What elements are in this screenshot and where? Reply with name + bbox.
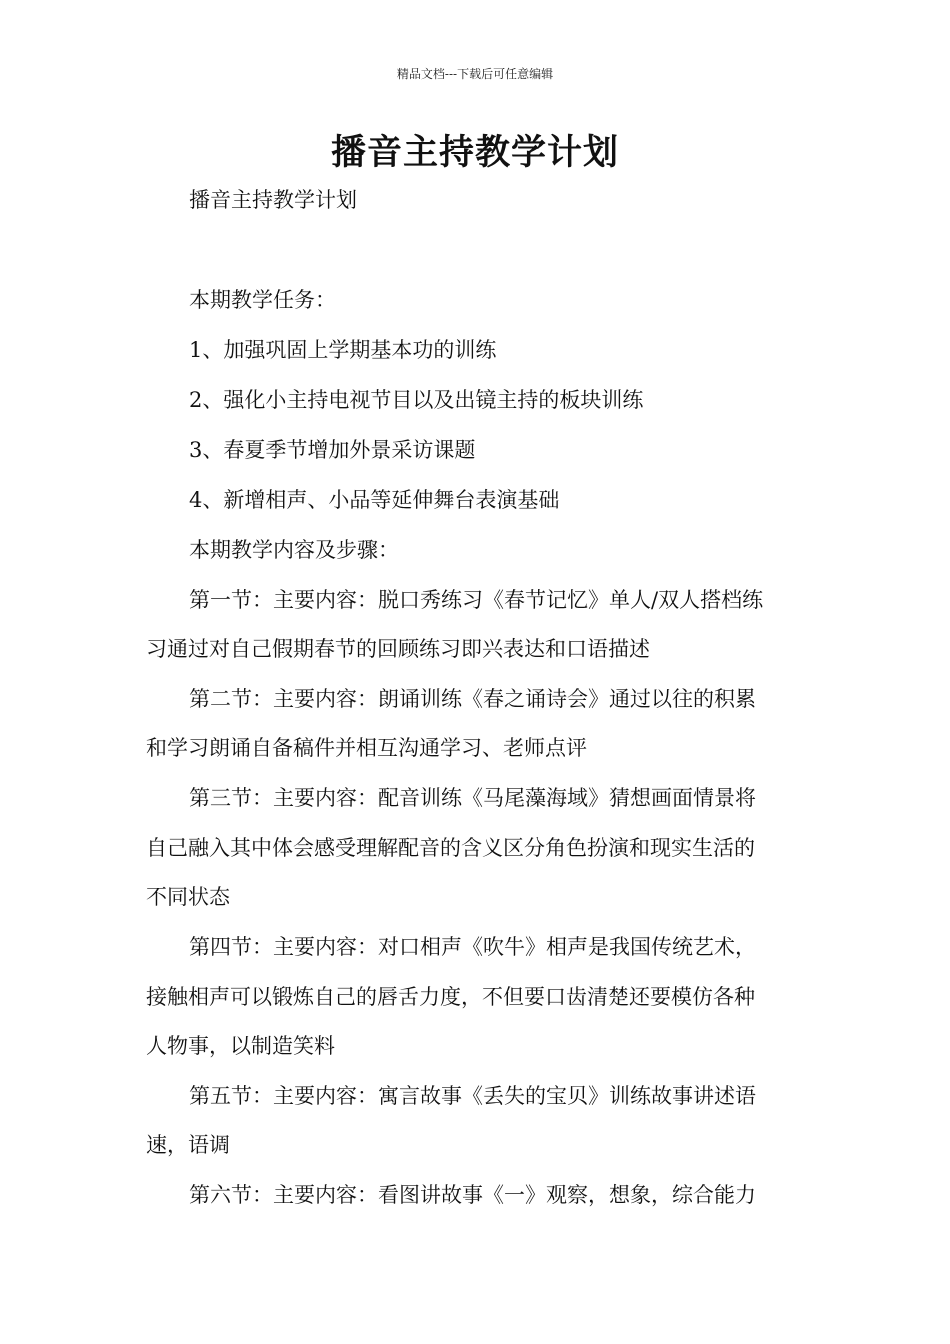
paragraph-line: 第四节：主要内容：对口相声《吹牛》相声是我国传统艺术， [189, 935, 756, 959]
paragraph-line: 速，语调 [146, 1133, 230, 1157]
paragraph-line: 第一节：主要内容：脱口秀练习《春节记忆》单人/双人搭档练 [189, 588, 764, 612]
paragraph-line: 人物事，以制造笑料 [146, 1034, 335, 1058]
paragraph-line: 自己融入其中体会感受理解配音的含义区分角色扮演和现实生活的 [146, 836, 755, 860]
paragraph-line: 第三节：主要内容：配音训练《马尾藻海域》猜想画面情景将 [189, 786, 756, 810]
tasks-heading: 本期教学任务： [189, 288, 336, 312]
document-title: 播音主持教学计划 [330, 132, 619, 173]
subtitle: 播音主持教学计划 [189, 188, 357, 212]
paragraph-line: 不同状态 [146, 885, 230, 909]
task-item: 1、加强巩固上学期基本功的训练 [189, 338, 497, 362]
paragraph-line: 第五节：主要内容：寓言故事《丢失的宝贝》训练故事讲述语 [189, 1084, 756, 1108]
paragraph-line: 接触相声可以锻炼自己的唇舌力度，不但要口齿清楚还要模仿各种 [146, 985, 755, 1009]
paragraph-line: 第六节：主要内容：看图讲故事《一》观察，想象，综合能力 [189, 1183, 756, 1207]
content-heading: 本期教学内容及步骤： [189, 538, 399, 562]
paragraph-line: 习通过对自己假期春节的回顾练习即兴表达和口语描述 [146, 637, 650, 661]
paragraph-line: 和学习朗诵自备稿件并相互沟通学习、老师点评 [146, 736, 587, 760]
paragraph-line: 第二节：主要内容：朗诵训练《春之诵诗会》通过以往的积累 [189, 687, 756, 711]
task-item: 2、强化小主持电视节目以及出镜主持的板块训练 [189, 388, 644, 412]
header-note: 精品文档---下载后可任意编辑 [396, 67, 554, 81]
task-item: 3、春夏季节增加外景采访课题 [189, 438, 476, 462]
task-item: 4、新增相声、小品等延伸舞台表演基础 [189, 488, 560, 512]
